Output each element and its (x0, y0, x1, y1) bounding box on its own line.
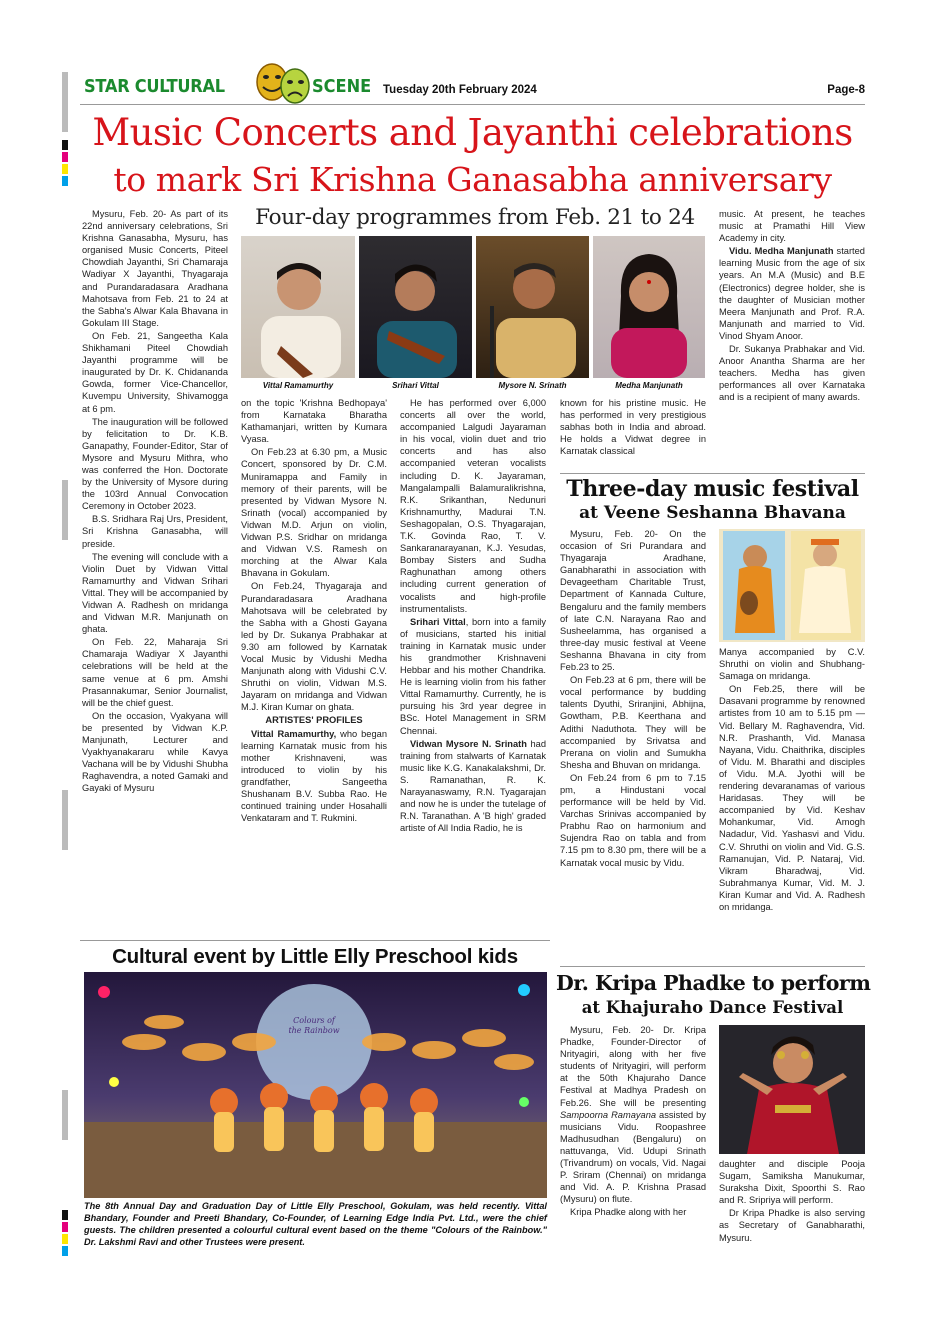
medha-profile-name: Vidu. Medha Manjunath (729, 246, 834, 257)
print-mark-cyan-2 (62, 1246, 68, 1256)
main-col1-p5: The evening will conclude with a Violin Duet by Vidwan Vittal Ramamurthy and Vidwan Srihari Vittal. They will be accompanied by Vidwan A. Radhesh on mridanga and Vidwan M.R. Manjunath on ghata. (82, 551, 228, 635)
main-col1-p6: On Feb. 22, Maharaja Sri Chamaraja Wadiyar X Jayanthi celebrations will be held at the same venue at 6 pm. Amshi Prasannakumar, Senior Journalist, will be the chief guest. (82, 637, 228, 708)
main-col2-p3: On Feb.24, Thyagaraja and Purandaradasara Aradhana Mahotsava will be celebrated by the Sabha with a Ghosti Gayana led by Dr. Sukanya Prabhakar at 9.30 am followed by Karnatak Vocal Music by Vidushi Medha Manjunath along with Vidushi C.V. Shruthi on violin, Vidwan M.S. Jayaram on mridanga and Vidwan M.J. Kiran Kumar on ghata. (241, 581, 387, 713)
main-col5-p1: music. At present, he teaches music at Pramathi Hill View Academy in city. (719, 209, 865, 244)
srihari-profile-name: Srihari Vittal (410, 616, 466, 627)
kripa-p1-italic: Sampoorna Ramayana (560, 1109, 657, 1120)
festival-p2: On Feb.23 at 6 pm, there will be vocal performance by budding talents Dyuthi, Sriranjini, Abhijna, Gowtham, P.B. Keerthana and Adithi Naduthota. They will be accompanied by Srivatsa and Prerana on violin and Sumukha Shesha and Bhuvan on mridanga. (560, 675, 706, 770)
margin-bar-mid (62, 480, 68, 540)
main-col1 (82, 208, 228, 938)
festival-headline: Three-day music festival (566, 476, 859, 502)
festival-p3: On Feb.24 from 6 pm to 7.15 pm, a Hindustani vocal performance will be held by Vid. Varchas Srinivas accompanied by Prabhu Rao on harmonium and Sujendra Rao on tabla and from 7.15 pm to 8.30 pm, there will be a Karnatak vocal music by Vidu. (560, 772, 706, 868)
elly-rule (80, 940, 550, 941)
page-number: Page-8 (827, 84, 865, 96)
main-col1-p4: B.S. Sridhara Raj Urs, President, Sri Krishna Ganasabha, will preside. (82, 514, 228, 549)
print-mark-yellow-2 (62, 1234, 68, 1244)
kripa-p2: Kripa Phadke along with her (570, 1207, 687, 1218)
print-mark-yellow (62, 164, 68, 174)
main-col4-top (560, 397, 706, 469)
print-mark-black-2 (62, 1210, 68, 1220)
festival-p4: Manya accompanied by C.V. Shruthi on violin and Shubhang-Samaga on mridanga. (719, 647, 865, 682)
elly-headline: Cultural event by Little Elly Preschool kids (112, 945, 518, 968)
kripa-col-left (560, 1024, 706, 1260)
margin-bar-bottom (62, 1090, 68, 1140)
kripa-p3: daughter and disciple Pooja Sugam, Samiksha Manukumar, Suraksha Dixit, Spoorthi S. Rao and R. Sripriya will perform. (719, 1159, 865, 1206)
elly-caption-part2: Dr. Lakshmi Ravi and other Trustees were present. (84, 1237, 305, 1247)
main-col1-p2: On Feb. 21, Sangeetha Kala Shikhamani Piteel Chowdiah Jayanthi programme will be inaugurated by Dr. K. Chidananda Gowda, former Vice-Chancellor, Kuvempu University, Shivamogga at 6 pm. (82, 330, 228, 414)
festival-p5: On Feb.25, there will be Dasavani programme by renowned artistes from 10 am to 5.15 pm — Vid. Bellary M. Raghavendra, Vid. N.R. Prashanth, Vid. Manasa Nayana, Vidu. Chaithrika, disciples of Vidu. M. Bharathi and disciples of Vidu. M.A. Jyothi will be rendering devaranamas of various Haridasas. They will be accompanied by Vid. Keshav Mohankumar, Vid. Amogh Nadadur, Vid. Yashasvi and Vidu. C.V. Shruthi on violin and Vid. G.S. Ramanujan, Vid. P. Nataraj, Vid. Vikram Bharadwaj, Vid. Subrahmanya Kumar, Vid. M. J. Kiran Kumar and Vid. A. Radhesh on mridanga. (719, 684, 865, 912)
vittal-profile (241, 728, 387, 825)
srinath-profile (400, 738, 546, 835)
photo-vittal-ramamurthy (241, 236, 355, 378)
margin-bar-low (62, 790, 68, 850)
theatre-masks-icon (250, 62, 316, 106)
photo-little-elly-event (84, 972, 547, 1198)
elly-caption-theme: "Colours of the Rainbow." (430, 1225, 547, 1235)
srihari-profile-text: , born into a family of musicians, started his initial training in Karnatak music under his grandmother Krishnaveni Hebbar and his mother Chandrika. He is learning violin from his father Vittal Ramamurthy. Currently, he is pursuing his 3rd year degree in BSc. Hotel Management in SRM Chennai. (400, 616, 546, 736)
photo-srihari-vittal (359, 236, 472, 378)
elly-caption-part1: The 8th Annual Day and Graduation Day of Little Elly Preschool, Gokulam, was held recently. Vittal Bhandary, Founder and Preeti Bhandary, Co-Founder, of Learning Edge India Pvt. Ltd., were the chief guests. The children presented a colourful cultural event based on the theme (84, 1201, 547, 1235)
main-col3-p1: He has performed over 6,000 concerts all over the world, accompanied Lalgudi Jayaraman in his vocal, violin duet and trio concerts and has also accompanied veteran vocalists including D. K. Jayaraman, Mangalampalli Balamuralikrishna, R.K. Srikanthan, Nedunuri Krishnamurthy, Madurai T.N. Seshagopalan, O.S. Thyagarajan, T.K. Govinda Rao, T. V. Sankaranarayanan, K.J. Yesudas, Bombay Sisters and Sudha Raghunathan among others including current generation of vocalists and high-profile instrumentalists. (400, 398, 546, 614)
main-col1-p7: On the occasion, Vyakyana will be presented by Vidwan K.P. Manjunath, Lecturer and Vyakhyanakararu while Kavya Vachana will be by Vidushi Shubha Raghavendra, a noted Gamaki and Gayaki of Mysuru (82, 710, 228, 794)
vittal-profile-text: who began learning Karnatak music from his mother Krishnaveni, was introduced to violin by his grandfather, Sangeetha Shushanam B.V. Subba Rao. He continued training under Hosahalli Venkataram and T. Rukmini. (241, 728, 387, 824)
elly-stage-banner: Colours of the Rainbow (288, 1016, 340, 1035)
main-col3 (400, 397, 546, 937)
festival-col-right (719, 646, 865, 938)
masthead-rule (80, 104, 865, 105)
srihari-profile (400, 616, 546, 737)
kripa-p1 (560, 1024, 706, 1205)
margin-bar-top (62, 72, 68, 132)
kripa-p1-a: Mysuru, Feb. 20- Dr. Kripa Phadke, Founder-Director of Nrityagiri, along with her five students of Nrityagiri, will perform at the 50th Khajuraho Dance Festival at Madhya Pradesh on Feb.26. She will be presenting (560, 1025, 706, 1108)
srinath-profile-text: had training from stalwarts of Karnatak music like K.G. Kanakalakshmi, Dr. S. Ramanathan, R. K. Narayanaswamy, R.N. Tyagarajan and now he is under the tutelage of R.N. Taranathan. A 'B high' graded artiste of All India Radio, he is (400, 738, 546, 834)
elly-caption (84, 1200, 547, 1248)
festival-p1: Mysuru, Feb. 20- On the occasion of Sri Purandara and Thyagaraja Aradhane, Ganabharathi in association with Devageetham Charitable Trust, Department of Kannada Culture, Bengaluru and the family members of late C.N. Narayana Rao and Susheelamma, has organised a three-day music festival at Veene Seshanna Bhavana in city from Feb.23 to 25. (560, 529, 706, 673)
logo-left-text: STAR CULTURAL (84, 76, 225, 97)
caption-srihari: Srihari Vittal (392, 381, 439, 390)
print-mark-magenta-2 (62, 1222, 68, 1232)
photo-purandara-thyagaraja (719, 529, 865, 642)
main-subhead: Four-day programmes from Feb. 21 to 24 (255, 205, 695, 230)
caption-srinath: Mysore N. Srinath (498, 381, 567, 390)
photo-kripa-phadke (719, 1025, 865, 1154)
profiles-heading: ARTISTES' PROFILES (265, 715, 363, 726)
vittal-profile-name: Vittal Ramamurthy, (251, 728, 337, 739)
main-headline-line2: to mark Sri Krishna Ganasabha anniversary (113, 160, 832, 199)
photo-medha-manjunath (593, 236, 705, 378)
main-col2 (241, 397, 387, 937)
caption-vittal: Vittal Ramamurthy (262, 381, 334, 390)
photo-mysore-srinath (476, 236, 589, 378)
caption-medha: Medha Manjunath (615, 381, 683, 390)
main-col2-p2: On Feb.23 at 6.30 pm, a Music Concert, sponsored by Dr. C.M. Muniramappa and Family in memory of their parents, will be presented by Vidwan Mysore N. Srinath (vocal) accompanied by Vidwan M.D. Arjun on violin, Vidwan P.S. Sridhar on mridanga and Vidwan V.S. Ramesh on morching at the Alwar Kala Bhavana in Gokulam. (241, 447, 387, 579)
logo-right-text: SCENE (312, 76, 372, 97)
kripa-rule (560, 966, 865, 967)
festival-subhead: at Veene Seshanna Bhavana (579, 503, 846, 523)
medha-profile-text: started learning Music from the age of six years. An M.A (Music) and B.E (Electronics) degree holder, she is the daughter of Musician mother Meera Manjunath and Prof. R.A. Manjunath and married to Vid. Vinod Shyam Anoor. (719, 246, 865, 341)
print-mark-cyan (62, 176, 68, 186)
main-col1-p1: Mysuru, Feb. 20- As part of its 22nd anniversary celebrations, Sri Krishna Ganasabha, Mysuru, has organised Music Concerts, Piteel Chowdiah Jayanthi, Sri Chamaraja Wadiyar X Jayanthi, Thyagaraja and Purandaradasara Aradhana Mahotsava from Feb. 21 to 24 at the Sabha's Alwar Kala Bhavana in Gokulam III Stage. (82, 209, 228, 328)
main-col4-p1: known for his pristine music. He has performed in very prestigious sabhas both in India and abroad. He holds a Vidwat degree in Karnatak classical (560, 398, 706, 457)
main-col1-p3: The inauguration will be followed by felicitation to Dr. K.B. Ganapathy, Founder-Editor, Star of Mysore and Mysuru Mithra, who was conferred the Hon. Doctorate by the University of Mysore during the 103rd Annual Convocation Ceremony in October 2023. (82, 416, 228, 512)
medha-profile (719, 245, 865, 342)
srinath-profile-name: Vidwan Mysore N. Srinath (410, 738, 527, 749)
main-col5-p3: Dr. Sukanya Prabhakar and Vid. Anoor Anantha Sharma are her teachers. Medha has given performances all over Karnataka and is a recipient of many awards. (719, 344, 865, 403)
print-mark-black (62, 140, 68, 150)
main-col2-p1: on the topic 'Krishna Bedhopaya' from Karnataka Bharatha Kathamanjari, written by Kumara Vyasa. (241, 398, 387, 445)
festival-rule (560, 473, 865, 474)
kripa-subhead: at Khajuraho Dance Festival (581, 998, 844, 1017)
main-col5 (719, 208, 865, 470)
issue-date: Tuesday 20th February 2024 (383, 84, 537, 96)
print-mark-magenta (62, 152, 68, 162)
kripa-col-right (719, 1158, 865, 1258)
kripa-p1-b: assisted by musicians Vidu. Roopashree Madhusudhan (Bengaluru) on nattuvanga, Vid. Udupi Srinath (Trivandrum) on vocals, Vid. Nagai P. Sriram (Chennai) on mridanga and Vid. A. P. Krishna Prasad (Mysuru) on flute. (560, 1109, 706, 1205)
festival-col-left (560, 528, 706, 938)
kripa-p4: Dr Kripa Phadke is also serving as Secretary of Ganabharathi, Mysuru. (719, 1208, 865, 1243)
kripa-headline: Dr. Kripa Phadke to perform (556, 971, 871, 995)
main-headline-line1: Music Concerts and Jayanthi celebrations (92, 111, 853, 154)
